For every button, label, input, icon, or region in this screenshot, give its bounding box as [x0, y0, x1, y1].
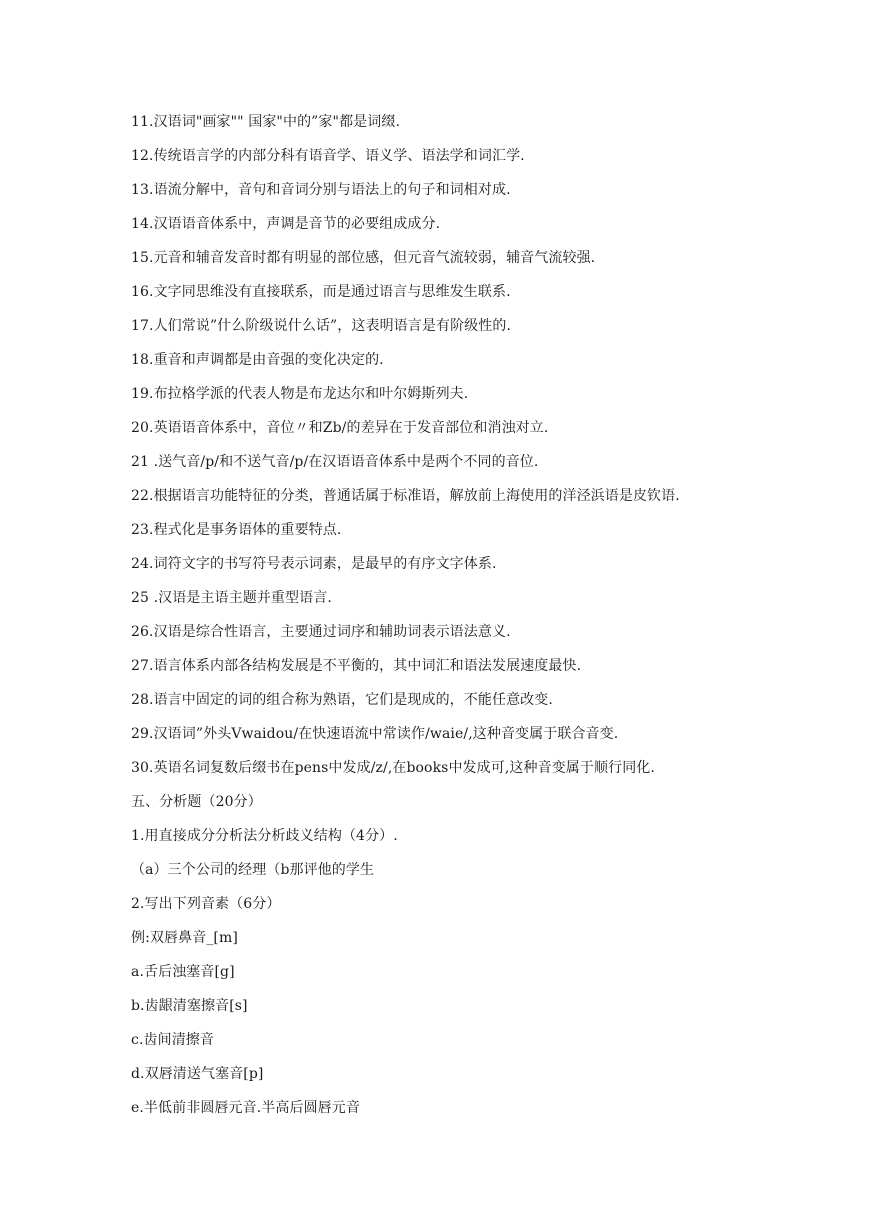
statement-29: 29.汉语词”外头Vwaidou/在快速语流中常读作/waie/,这种音变属于联合音变.: [131, 726, 619, 742]
statement-11: 11.汉语词"画家"" 国家"中的”家"都是词缀.: [131, 114, 401, 130]
statement-22: 22.根据语言功能特征的分类，普通话属于标准语，解放前上海使用的洋泾浜语是皮钦语.: [131, 488, 680, 504]
statement-19: 19.布拉格学派的代表人物是布龙达尔和叶尔姆斯列夫.: [131, 386, 469, 402]
statement-21: 21 .送气音/p/和不送气音/p/在汉语语音体系中是两个不同的音位.: [131, 454, 539, 470]
statement-18: 18.重音和声调都是由音强的变化决定的.: [131, 352, 384, 368]
statement-30: 30.英语名词复数后缀书在pens中发成/z/,在books中发成可,这种音变属于顺行同化.: [131, 760, 655, 776]
question-2-item-d: d.双唇清送气塞音[p]: [131, 1066, 264, 1082]
statement-15: 15.元音和辅音发音时都有明显的部位感，但元音气流较弱，辅音气流较强.: [131, 250, 596, 266]
statement-12: 12.传统语言学的内部分科有语音学、语义学、语法学和词汇学.: [131, 148, 525, 164]
question-2-item-e: e.半低前非圆唇元音.半高后圆唇元音: [131, 1100, 360, 1116]
question-2-item-c: c.齿间清擦音: [131, 1032, 214, 1048]
statement-26: 26.汉语是综合性语言，主要通过词序和辅助词表示语法意义.: [131, 624, 511, 640]
statement-20: 20.英语语音体系中，音位〃和Zb/的差异在于发音部位和消浊对立.: [131, 420, 549, 436]
question-2-item-a: a.舌后浊塞音[g]: [131, 964, 235, 980]
question-1: 1.用直接成分分析法分析歧义结构（4分）.: [131, 828, 398, 844]
statement-16: 16.文字同思维没有直接联系，而是通过语言与思维发生联系.: [131, 284, 511, 300]
statement-28: 28.语言中固定的词的组合称为熟语，它们是现成的，不能任意改变.: [131, 692, 553, 708]
document-body: [131, 112, 851, 1132]
statement-14: 14.汉语语音体系中，声调是音节的必要组成成分.: [131, 216, 441, 232]
question-1-items: （a）三个公司的经理（b那评他的学生: [131, 862, 375, 878]
statement-24: 24.词符文字的书写符号表示词素，是最早的有序文字体系.: [131, 556, 497, 572]
statement-17: 17.人们常说”什么阶级说什么话”，这表明语言是有阶级性的.: [131, 318, 512, 334]
section-heading-analysis: 五、分析题（20分）: [131, 794, 262, 810]
statement-25: 25 .汉语是主语主题并重型语言.: [131, 590, 332, 606]
statement-13: 13.语流分解中，音句和音词分别与语法上的句子和词相对成.: [131, 182, 511, 198]
question-2-example: 例:双唇鼻音_[m]: [131, 930, 238, 946]
statement-27: 27.语言体系内部各结构发展是不平衡的，其中词汇和语法发展速度最快.: [131, 658, 582, 674]
statement-23: 23.程式化是事务语体的重要特点.: [131, 522, 342, 538]
question-2-item-b: b.齿龈清塞擦音[s]: [131, 998, 248, 1014]
question-2: 2.写出下列音素（6分）: [131, 896, 281, 912]
